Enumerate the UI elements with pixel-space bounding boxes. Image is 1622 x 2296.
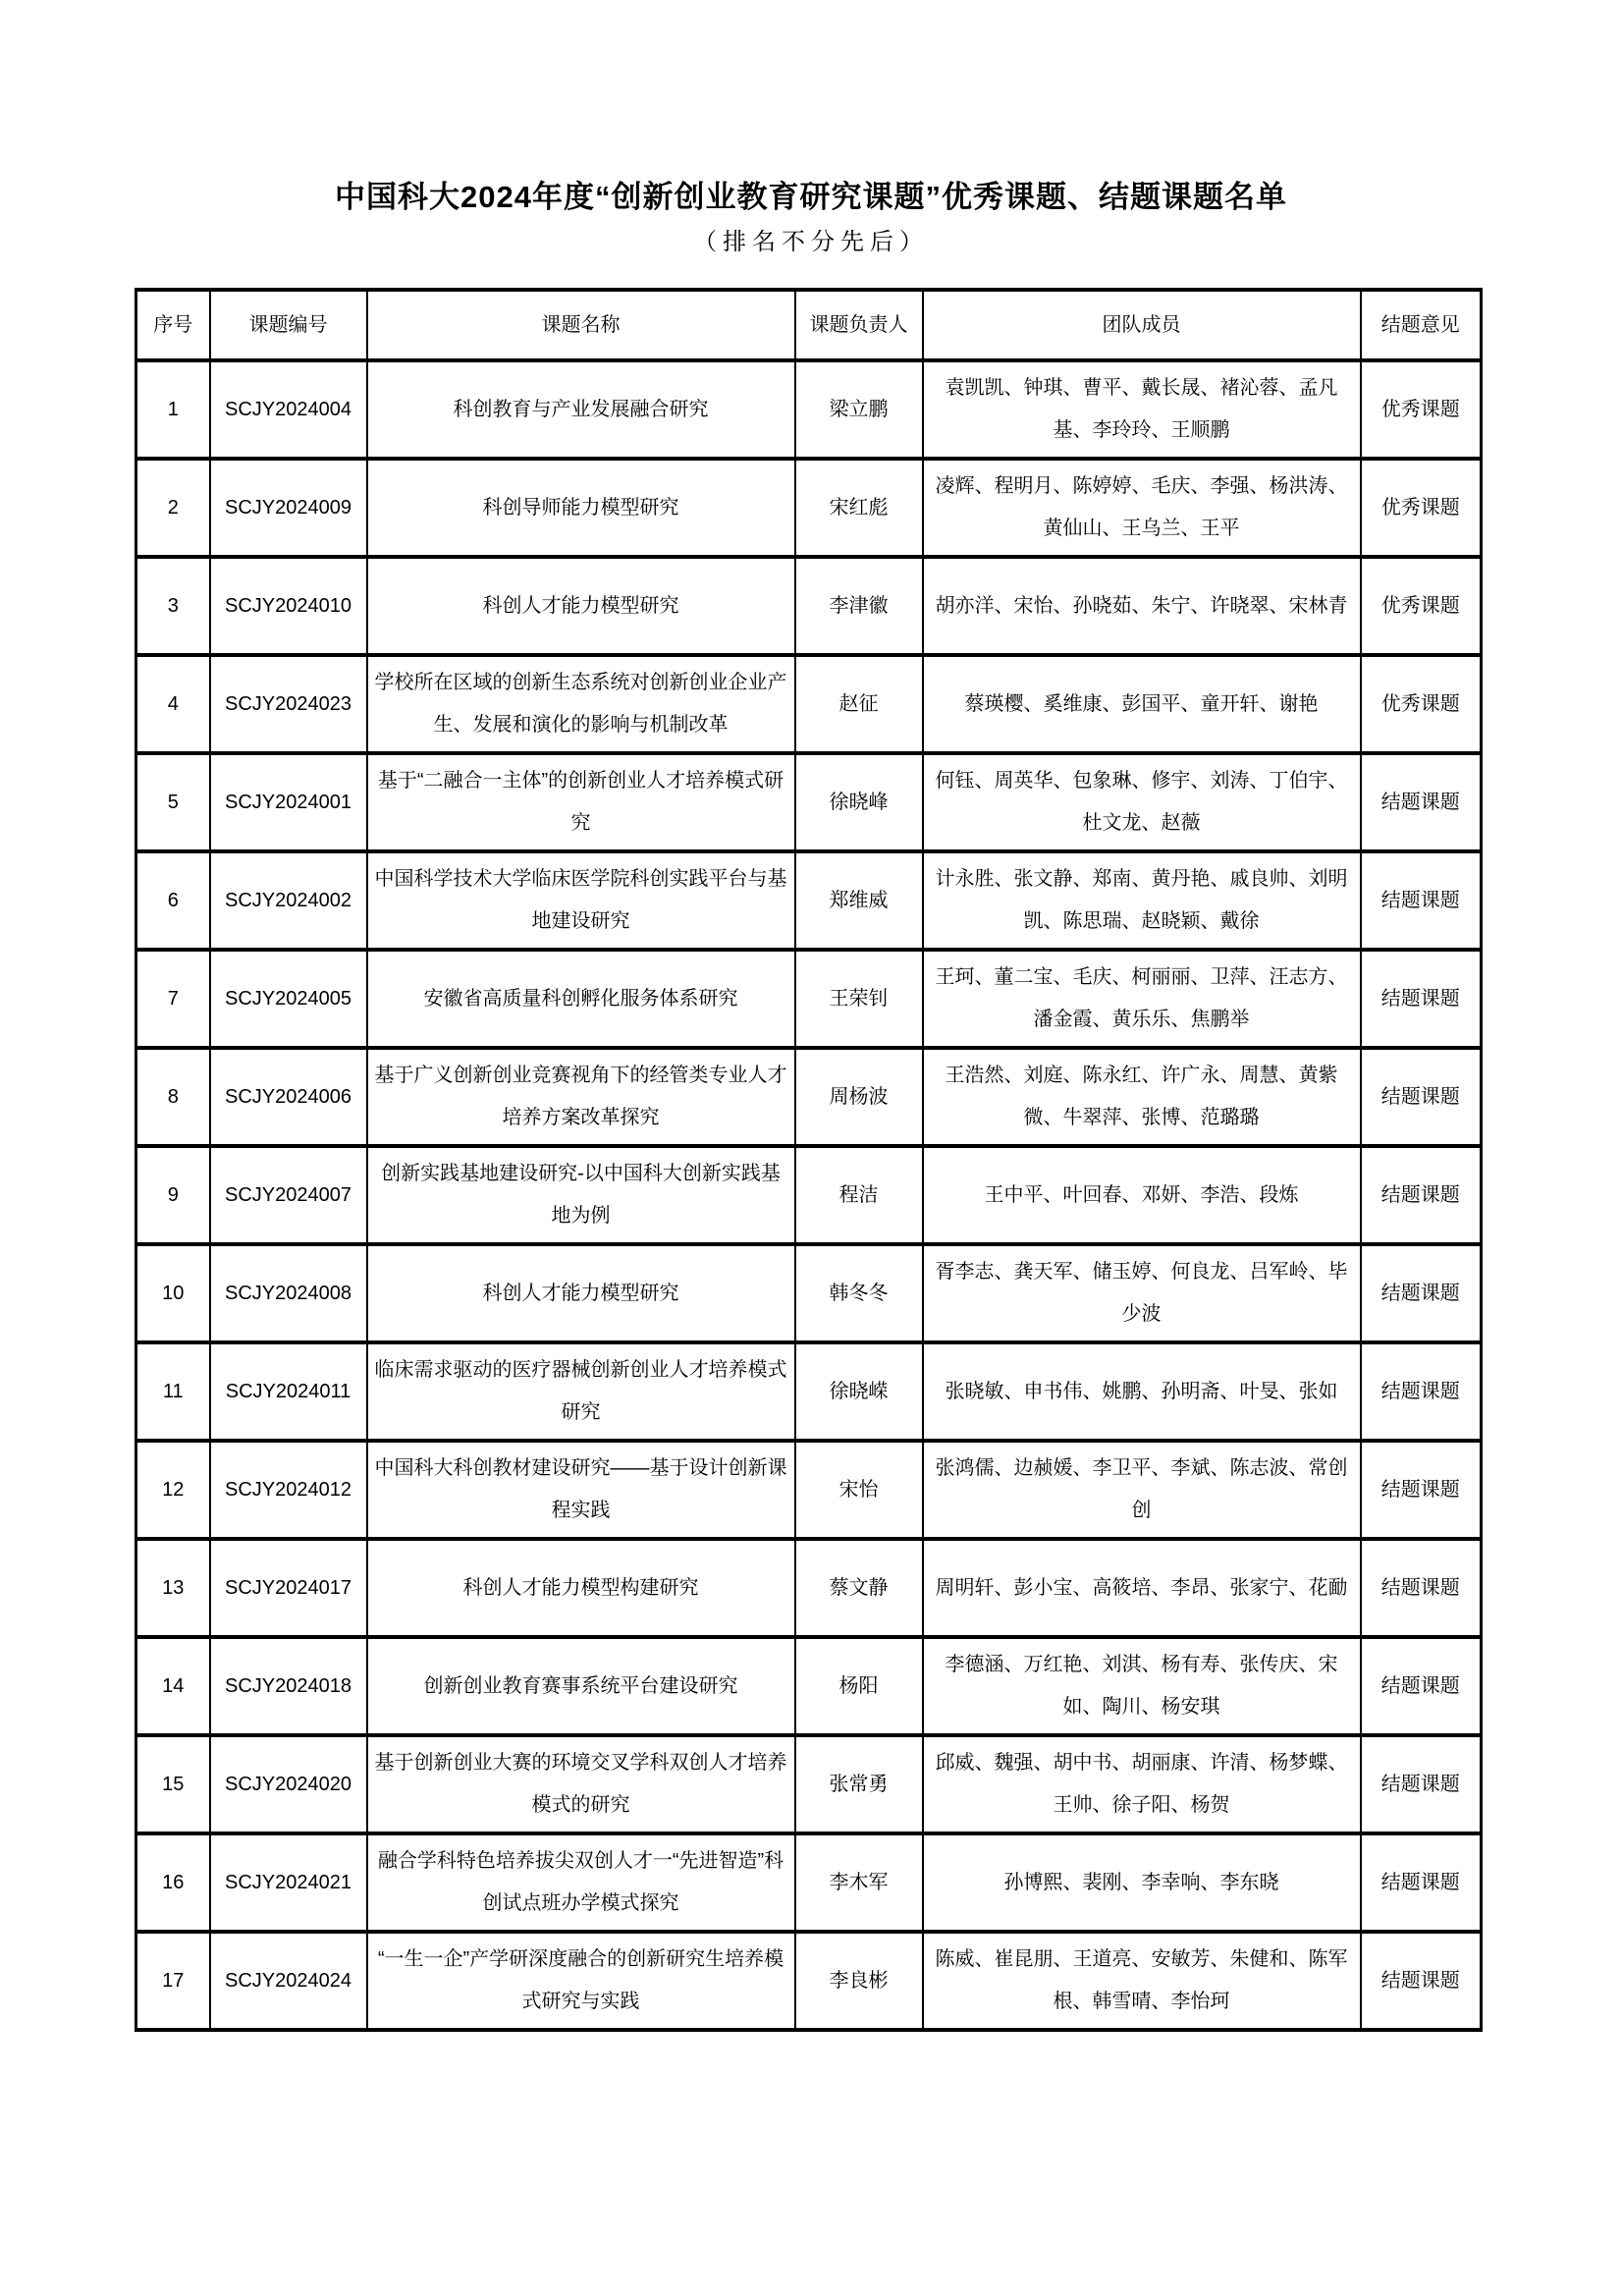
serial-number-cell: 3 xyxy=(136,557,210,655)
conclusion-cell: 优秀课题 xyxy=(1361,557,1482,655)
serial-number-cell: 10 xyxy=(136,1244,210,1342)
table-row xyxy=(136,1048,1482,1146)
table-row xyxy=(136,1833,1482,1932)
project-title-cell: 科创人才能力模型研究 xyxy=(367,1244,795,1342)
serial-number-cell: 13 xyxy=(136,1539,210,1637)
leader-cell: 李良彬 xyxy=(795,1932,923,2030)
project-id-cell: SCJY2024020 xyxy=(210,1735,367,1833)
leader-cell: 韩冬冬 xyxy=(795,1244,923,1342)
project-title-cell: “一生一企”产学研深度融合的创新研究生培养模式研究与实践 xyxy=(367,1932,795,2030)
table-header-row xyxy=(136,290,1482,360)
team-members-cell: 胥李志、龚天军、储玉婷、何良龙、吕军岭、毕少波 xyxy=(923,1244,1361,1342)
project-title-cell: 科创人才能力模型构建研究 xyxy=(367,1539,795,1637)
table-row xyxy=(136,655,1482,753)
serial-number-cell: 11 xyxy=(136,1342,210,1441)
project-id-cell: SCJY2024005 xyxy=(210,950,367,1048)
column-header-5: 结题意见 xyxy=(1361,290,1482,360)
project-title-cell: 基于广义创新创业竞赛视角下的经管类专业人才培养方案改革探究 xyxy=(367,1048,795,1146)
project-title-cell: 基于“二融合一主体”的创新创业人才培养模式研究 xyxy=(367,753,795,851)
leader-cell: 郑维威 xyxy=(795,851,923,950)
conclusion-cell: 结题课题 xyxy=(1361,1342,1482,1441)
serial-number-cell: 7 xyxy=(136,950,210,1048)
table-row xyxy=(136,1735,1482,1833)
project-title-cell: 学校所在区域的创新生态系统对创新创业企业产生、发展和演化的影响与机制改革 xyxy=(367,655,795,753)
project-id-cell: SCJY2024002 xyxy=(210,851,367,950)
conclusion-cell: 结题课题 xyxy=(1361,1833,1482,1932)
project-id-cell: SCJY2024001 xyxy=(210,753,367,851)
project-title-cell: 创新实践基地建设研究-以中国科大创新实践基地为例 xyxy=(367,1146,795,1244)
conclusion-cell: 结题课题 xyxy=(1361,851,1482,950)
team-members-cell: 王浩然、刘庭、陈永红、许广永、周慧、黄紫微、牛翠萍、张博、范璐璐 xyxy=(923,1048,1361,1146)
project-title-cell: 科创导师能力模型研究 xyxy=(367,459,795,557)
leader-cell: 李木军 xyxy=(795,1833,923,1932)
team-members-cell: 凌辉、程明月、陈婷婷、毛庆、李强、杨洪涛、黄仙山、王乌兰、王平 xyxy=(923,459,1361,557)
serial-number-cell: 15 xyxy=(136,1735,210,1833)
serial-number-cell: 5 xyxy=(136,753,210,851)
table-row xyxy=(136,1932,1482,2030)
project-title-cell: 创新创业教育赛事系统平台建设研究 xyxy=(367,1637,795,1735)
team-members-cell: 王珂、董二宝、毛庆、柯丽丽、卫萍、汪志方、潘金霞、黄乐乐、焦鹏举 xyxy=(923,950,1361,1048)
leader-cell: 徐晓嵘 xyxy=(795,1342,923,1441)
conclusion-cell: 结题课题 xyxy=(1361,1048,1482,1146)
team-members-cell: 何钰、周英华、包象琳、修宇、刘涛、丁伯宇、杜文龙、赵薇 xyxy=(923,753,1361,851)
team-members-cell: 蔡瑛樱、奚维康、彭国平、童开轩、谢艳 xyxy=(923,655,1361,753)
project-title-cell: 基于创新创业大赛的环境交叉学科双创人才培养模式的研究 xyxy=(367,1735,795,1833)
serial-number-cell: 14 xyxy=(136,1637,210,1735)
leader-cell: 赵征 xyxy=(795,655,923,753)
project-title-cell: 中国科学技术大学临床医学院科创实践平台与基地建设研究 xyxy=(367,851,795,950)
conclusion-cell: 结题课题 xyxy=(1361,753,1482,851)
table-row xyxy=(136,753,1482,851)
team-members-cell: 张鸿儒、边赪媛、李卫平、李斌、陈志波、常创创 xyxy=(923,1441,1361,1539)
table-row xyxy=(136,851,1482,950)
column-header-4: 团队成员 xyxy=(923,290,1361,360)
project-id-cell: SCJY2024024 xyxy=(210,1932,367,2030)
project-id-cell: SCJY2024021 xyxy=(210,1833,367,1932)
leader-cell: 张常勇 xyxy=(795,1735,923,1833)
table-body xyxy=(136,360,1482,2030)
project-id-cell: SCJY2024012 xyxy=(210,1441,367,1539)
conclusion-cell: 结题课题 xyxy=(1361,1244,1482,1342)
serial-number-cell: 17 xyxy=(136,1932,210,2030)
table-row xyxy=(136,1244,1482,1342)
leader-cell: 王荣钊 xyxy=(795,950,923,1048)
serial-number-cell: 6 xyxy=(136,851,210,950)
leader-cell: 徐晓峰 xyxy=(795,753,923,851)
table-row xyxy=(136,1342,1482,1441)
project-id-cell: SCJY2024011 xyxy=(210,1342,367,1441)
team-members-cell: 胡亦洋、宋怡、孙晓茹、朱宁、许晓翠、宋林青 xyxy=(923,557,1361,655)
leader-cell: 宋红彪 xyxy=(795,459,923,557)
team-members-cell: 王中平、叶回春、邓妍、李浩、段炼 xyxy=(923,1146,1361,1244)
conclusion-cell: 结题课题 xyxy=(1361,1539,1482,1637)
serial-number-cell: 1 xyxy=(136,360,210,459)
project-id-cell: SCJY2024009 xyxy=(210,459,367,557)
column-header-2: 课题名称 xyxy=(367,290,795,360)
column-header-1: 课题编号 xyxy=(210,290,367,360)
conclusion-cell: 结题课题 xyxy=(1361,1441,1482,1539)
project-title-cell: 临床需求驱动的医疗器械创新创业人才培养模式研究 xyxy=(367,1342,795,1441)
team-members-cell: 邱威、魏强、胡中书、胡丽康、许清、杨梦蝶、王帅、徐子阳、杨贺 xyxy=(923,1735,1361,1833)
page-subtitle: （排名不分先后） xyxy=(693,230,929,256)
project-title-cell: 融合学科特色培养拔尖双创人才一“先进智造”科创试点班办学模式探究 xyxy=(367,1833,795,1932)
project-title-cell: 中国科大科创教材建设研究——基于设计创新课程实践 xyxy=(367,1441,795,1539)
serial-number-cell: 16 xyxy=(136,1833,210,1932)
conclusion-cell: 结题课题 xyxy=(1361,1932,1482,2030)
serial-number-cell: 2 xyxy=(136,459,210,557)
serial-number-cell: 12 xyxy=(136,1441,210,1539)
team-members-cell: 孙博熙、裴刚、李幸响、李东晓 xyxy=(923,1833,1361,1932)
project-id-cell: SCJY2024007 xyxy=(210,1146,367,1244)
leader-cell: 周杨波 xyxy=(795,1048,923,1146)
leader-cell: 杨阳 xyxy=(795,1637,923,1735)
project-id-cell: SCJY2024004 xyxy=(210,360,367,459)
project-title-cell: 安徽省高质量科创孵化服务体系研究 xyxy=(367,950,795,1048)
project-id-cell: SCJY2024006 xyxy=(210,1048,367,1146)
column-header-3: 课题负责人 xyxy=(795,290,923,360)
table-row xyxy=(136,1539,1482,1637)
conclusion-cell: 结题课题 xyxy=(1361,950,1482,1048)
table-row xyxy=(136,459,1482,557)
team-members-cell: 李德涵、万红艳、刘淇、杨有寿、张传庆、宋如、陶川、杨安琪 xyxy=(923,1637,1361,1735)
table-row xyxy=(136,950,1482,1048)
serial-number-cell: 4 xyxy=(136,655,210,753)
team-members-cell: 陈威、崔昆朋、王道亮、安敏芳、朱健和、陈军根、韩雪晴、李怡珂 xyxy=(923,1932,1361,2030)
team-members-cell: 周明轩、彭小宝、高筱培、李昂、张家宁、花勔 xyxy=(923,1539,1361,1637)
serial-number-cell: 9 xyxy=(136,1146,210,1244)
conclusion-cell: 优秀课题 xyxy=(1361,459,1482,557)
page-title: 中国科大2024年度“创新创业教育研究课题”优秀课题、结题课题名单 xyxy=(335,180,1287,214)
projects-table xyxy=(135,288,1483,2032)
table-row xyxy=(136,360,1482,459)
leader-cell: 李津徽 xyxy=(795,557,923,655)
conclusion-cell: 结题课题 xyxy=(1361,1146,1482,1244)
leader-cell: 程洁 xyxy=(795,1146,923,1244)
table-row xyxy=(136,1441,1482,1539)
column-header-0: 序号 xyxy=(136,290,210,360)
project-id-cell: SCJY2024017 xyxy=(210,1539,367,1637)
document-header xyxy=(0,0,1622,257)
leader-cell: 梁立鹏 xyxy=(795,360,923,459)
conclusion-cell: 结题课题 xyxy=(1361,1637,1482,1735)
table-row xyxy=(136,1637,1482,1735)
leader-cell: 蔡文静 xyxy=(795,1539,923,1637)
table-row xyxy=(136,1146,1482,1244)
project-title-cell: 科创教育与产业发展融合研究 xyxy=(367,360,795,459)
table-head xyxy=(136,290,1482,360)
team-members-cell: 计永胜、张文静、郑南、黄丹艳、戚良帅、刘明凯、陈思瑞、赵晓颖、戴徐 xyxy=(923,851,1361,950)
table-row xyxy=(136,557,1482,655)
conclusion-cell: 优秀课题 xyxy=(1361,655,1482,753)
conclusion-cell: 优秀课题 xyxy=(1361,360,1482,459)
project-id-cell: SCJY2024008 xyxy=(210,1244,367,1342)
serial-number-cell: 8 xyxy=(136,1048,210,1146)
team-members-cell: 袁凯凯、钟琪、曹平、戴长晟、褚沁蓉、孟凡基、李玲玲、王顺鹏 xyxy=(923,360,1361,459)
project-id-cell: SCJY2024023 xyxy=(210,655,367,753)
project-id-cell: SCJY2024018 xyxy=(210,1637,367,1735)
team-members-cell: 张晓敏、申书伟、姚鹏、孙明斋、叶旻、张如 xyxy=(923,1342,1361,1441)
leader-cell: 宋怡 xyxy=(795,1441,923,1539)
conclusion-cell: 结题课题 xyxy=(1361,1735,1482,1833)
project-id-cell: SCJY2024010 xyxy=(210,557,367,655)
project-title-cell: 科创人才能力模型研究 xyxy=(367,557,795,655)
